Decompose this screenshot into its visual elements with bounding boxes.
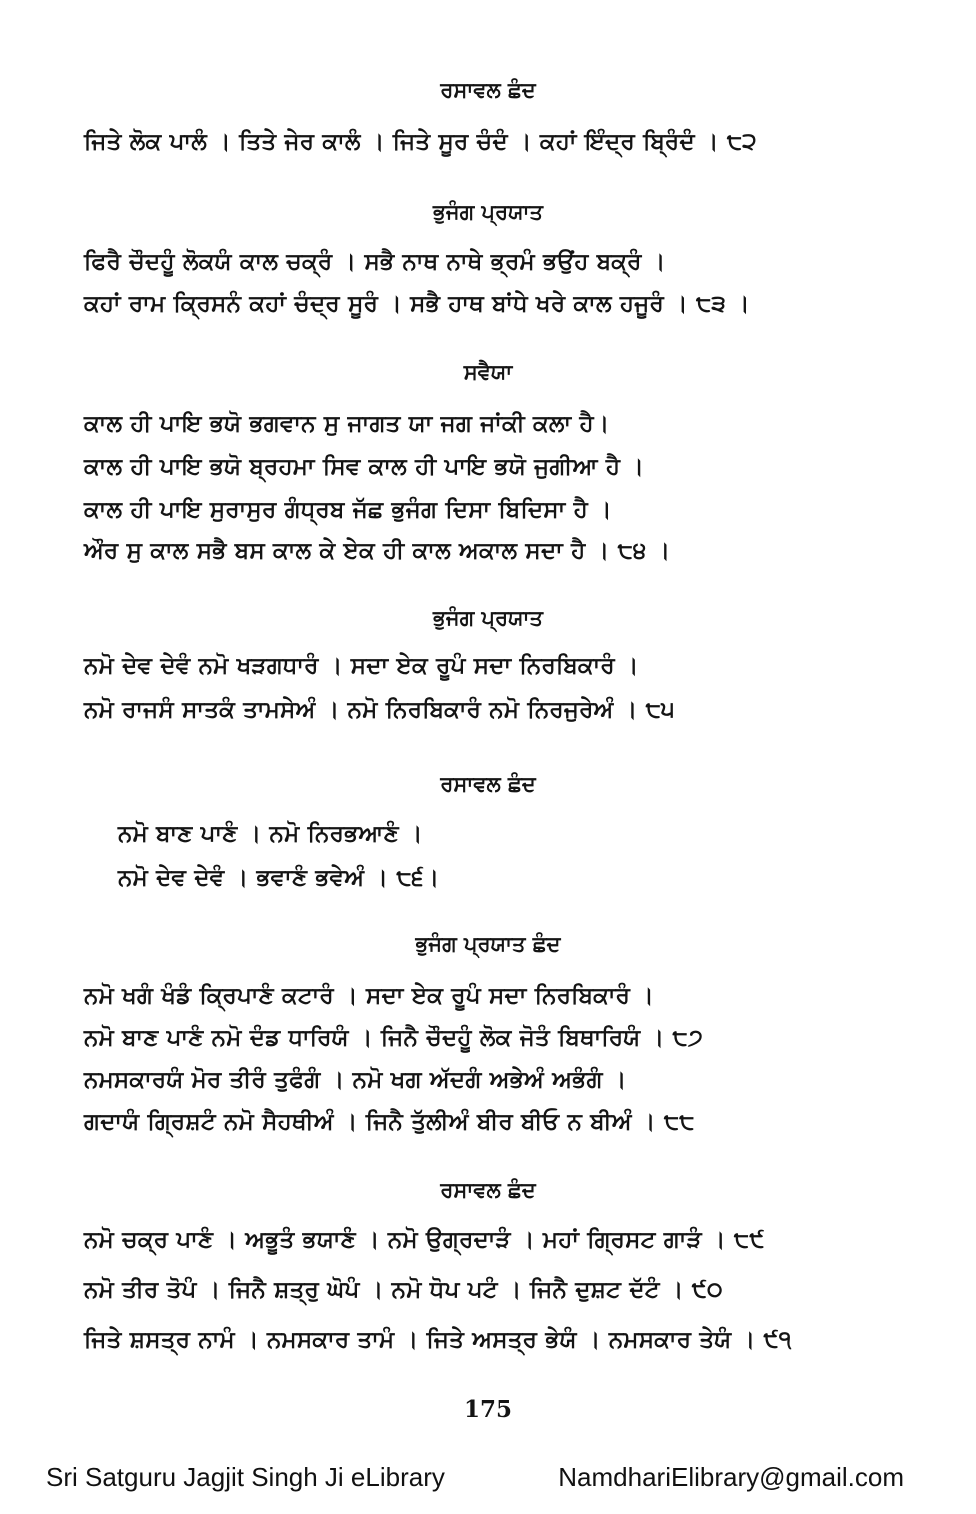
verse-line: ਨਮੋ ਰਾਜਸੰ ਸਾਤਕੰ ਤਾਮਸੇਅੰ । ਨਮੋ ਨਿਰਬਿਕਾਰੰ ਨਮੋ ਨਿਰਜੁਰੇਅੰ । ੮੫: [84, 697, 675, 723]
footer-library-name: Sri Satguru Jagjit Singh Ji eLibrary: [46, 1462, 445, 1492]
verse-line: ਨਮੋ ਖਗੰ ਖੰਡੰ ਕ੍ਰਿਪਾਣੰ ਕਟਾਰੰ । ਸਦਾ ਏਕ ਰੂਪੰ ਸਦਾ ਨਿਰਬਿਕਾਰੰ ।: [84, 983, 654, 1009]
verse-line: ਨਮੋ ਬਾਣ ਪਾਣੰ । ਨਮੋ ਨਿਰਭਆਣੰ ।: [118, 821, 423, 847]
verse-line: ਔਰ ਸੁ ਕਾਲ ਸਭੈ ਬਸ ਕਾਲ ਕੇ ਏਕ ਹੀ ਕਾਲ ਅਕਾਲ ਸਦਾ ਹੈ । ੮੪ ।: [84, 538, 671, 564]
verse-line: ਗਦਾਯੰ ਗ੍ਰਿਸ਼ਟੰ ਨਮੋ ਸੈਹਥੀਅੰ । ਜਿਨੈ ਤੁੱਲੀਅੰ ਬੀਰ ਬੀਓ ਨ ਬੀਅੰ । ੮੮: [84, 1109, 695, 1135]
verse-line: ਨਮੋ ਚਕ੍ਰ ਪਾਣੰ । ਅਭੂਤੰ ਭਯਾਣੰ । ਨਮੋ ਉਗ੍ਰਦਾੜੰ । ਮਹਾਂ ਗ੍ਰਿਸਟ ਗਾੜੰ । ੮੯: [84, 1227, 765, 1253]
verse-line: ਨਮੋ ਬਾਣ ਪਾਣੰ ਨਮੋ ਦੰਡ ਧਾਰਿਯੰ । ਜਿਨੈ ਚੌਦਹੂੰ ਲੋਕ ਜੋਤੰ ਬਿਥਾਰਿਯੰ । ੮੭: [84, 1025, 703, 1051]
page-number: 175: [463, 1396, 512, 1423]
verse-line: ਨਮਸਕਾਰਯੰ ਮੋਰ ਤੀਰੰ ਤੁਫੰਗੰ । ਨਮੋ ਖਗ ਅੱਦਗੰ ਅਭੇਅੰ ਅਭੰਗੰ ।: [84, 1067, 627, 1093]
section-heading-savaiya: ਸਵੈਯਾ: [463, 360, 513, 384]
section-heading-rasaval-3: ਰਸਾਵਲ ਛੰਦ: [440, 1178, 536, 1202]
verse-line: ਜਿਤੇ ਲੋਕ ਪਾਲੰ । ਤਿਤੇ ਜੇਰ ਕਾਲੰ । ਜਿਤੇ ਸੂਰ ਚੰਦੰ । ਕਹਾਂ ਇੰਦ੍ਰ ਬ੍ਰਿੰਦੰ । ੮੨: [84, 129, 757, 155]
footer-email: NamdhariElibrary@gmail.com: [558, 1462, 904, 1492]
verse-line: ਕਹਾਂ ਰਾਮ ਕ੍ਰਿਸਨੰ ਕਹਾਂ ਚੰਦ੍ਰ ਸੂਰੰ । ਸਭੈ ਹਾਥ ਬਾਂਧੇ ਖਰੇ ਕਾਲ ਹਜੂਰੰ । ੮੩ ।: [84, 291, 750, 317]
section-heading-bhujang-2: ਭੁਜੰਗ ਪ੍ਰਯਾਤ: [433, 606, 543, 630]
section-heading-rasaval-1: ਰਸਾਵਲ ਛੰਦ: [440, 78, 536, 102]
verse-line: ਨਮੋ ਦੇਵ ਦੇਵੰ ਨਮੋ ਖੜਗਧਾਰੰ । ਸਦਾ ਏਕ ਰੂਪੰ ਸਦਾ ਨਿਰਬਿਕਾਰੰ ।: [84, 653, 639, 679]
verse-line: ਕਾਲ ਹੀ ਪਾਇ ਭਯੋ ਭਗਵਾਨ ਸੁ ਜਾਗਤ ਯਾ ਜਗ ਜਾਂਕੀ ਕਲਾ ਹੈ।: [84, 411, 610, 437]
verse-line: ਨਮੋ ਦੇਵ ਦੇਵੰ । ਭਵਾਣੰ ਭਵੇਅੰ । ੮੬।: [118, 865, 440, 891]
section-heading-bhujang-1: ਭੁਜੰਗ ਪ੍ਰਯਾਤ: [433, 200, 543, 224]
section-heading-rasaval-2: ਰਸਾਵਲ ਛੰਦ: [440, 772, 536, 796]
verse-line: ਕਾਲ ਹੀ ਪਾਇ ਭਯੋ ਬ੍ਰਹਮਾ ਸਿਵ ਕਾਲ ਹੀ ਪਾਇ ਭਯੋ ਜੁਗੀਆ ਹੈ ।: [84, 454, 645, 480]
verse-line: ਨਮੋ ਤੀਰ ਤੋਪੰ । ਜਿਨੈ ਸ਼ਤ੍ਰੁ ਘੋਪੰ । ਨਮੋ ਧੋਪ ਪਟੰ । ਜਿਨੈ ਦੁਸ਼ਟ ਦੱਟੰ । ੯੦: [84, 1277, 723, 1303]
section-heading-bhujang-chhand: ਭੁਜੰਗ ਪ੍ਰਯਾਤ ਛੰਦ: [415, 932, 561, 956]
verse-line: ਫਿਰੈ ਚੌਦਹੂੰ ਲੋਕਯੰ ਕਾਲ ਚਕ੍ਰੰ । ਸਭੈ ਨਾਥ ਨਾਥੇ ਭ੍ਰਮੰ ਭਉਂਹ ਬਕ੍ਰੰ ।: [84, 249, 666, 275]
verse-line: ਜਿਤੇ ਸ਼ਸਤ੍ਰ ਨਾਮੰ । ਨਮਸਕਾਰ ਤਾਮੰ । ਜਿਤੇ ਅਸਤ੍ਰ ਭੇਯੰ । ਨਮਸਕਾਰ ਤੇਯੰ । ੯੧: [84, 1327, 792, 1353]
verse-line: ਕਾਲ ਹੀ ਪਾਇ ਸੁਰਾਸੁਰ ਗੰਧ੍ਰਬ ਜੱਛ ਭੁਜੰਗ ਦਿਸਾ ਬਿਦਿਸਾ ਹੈ ।: [84, 497, 612, 523]
